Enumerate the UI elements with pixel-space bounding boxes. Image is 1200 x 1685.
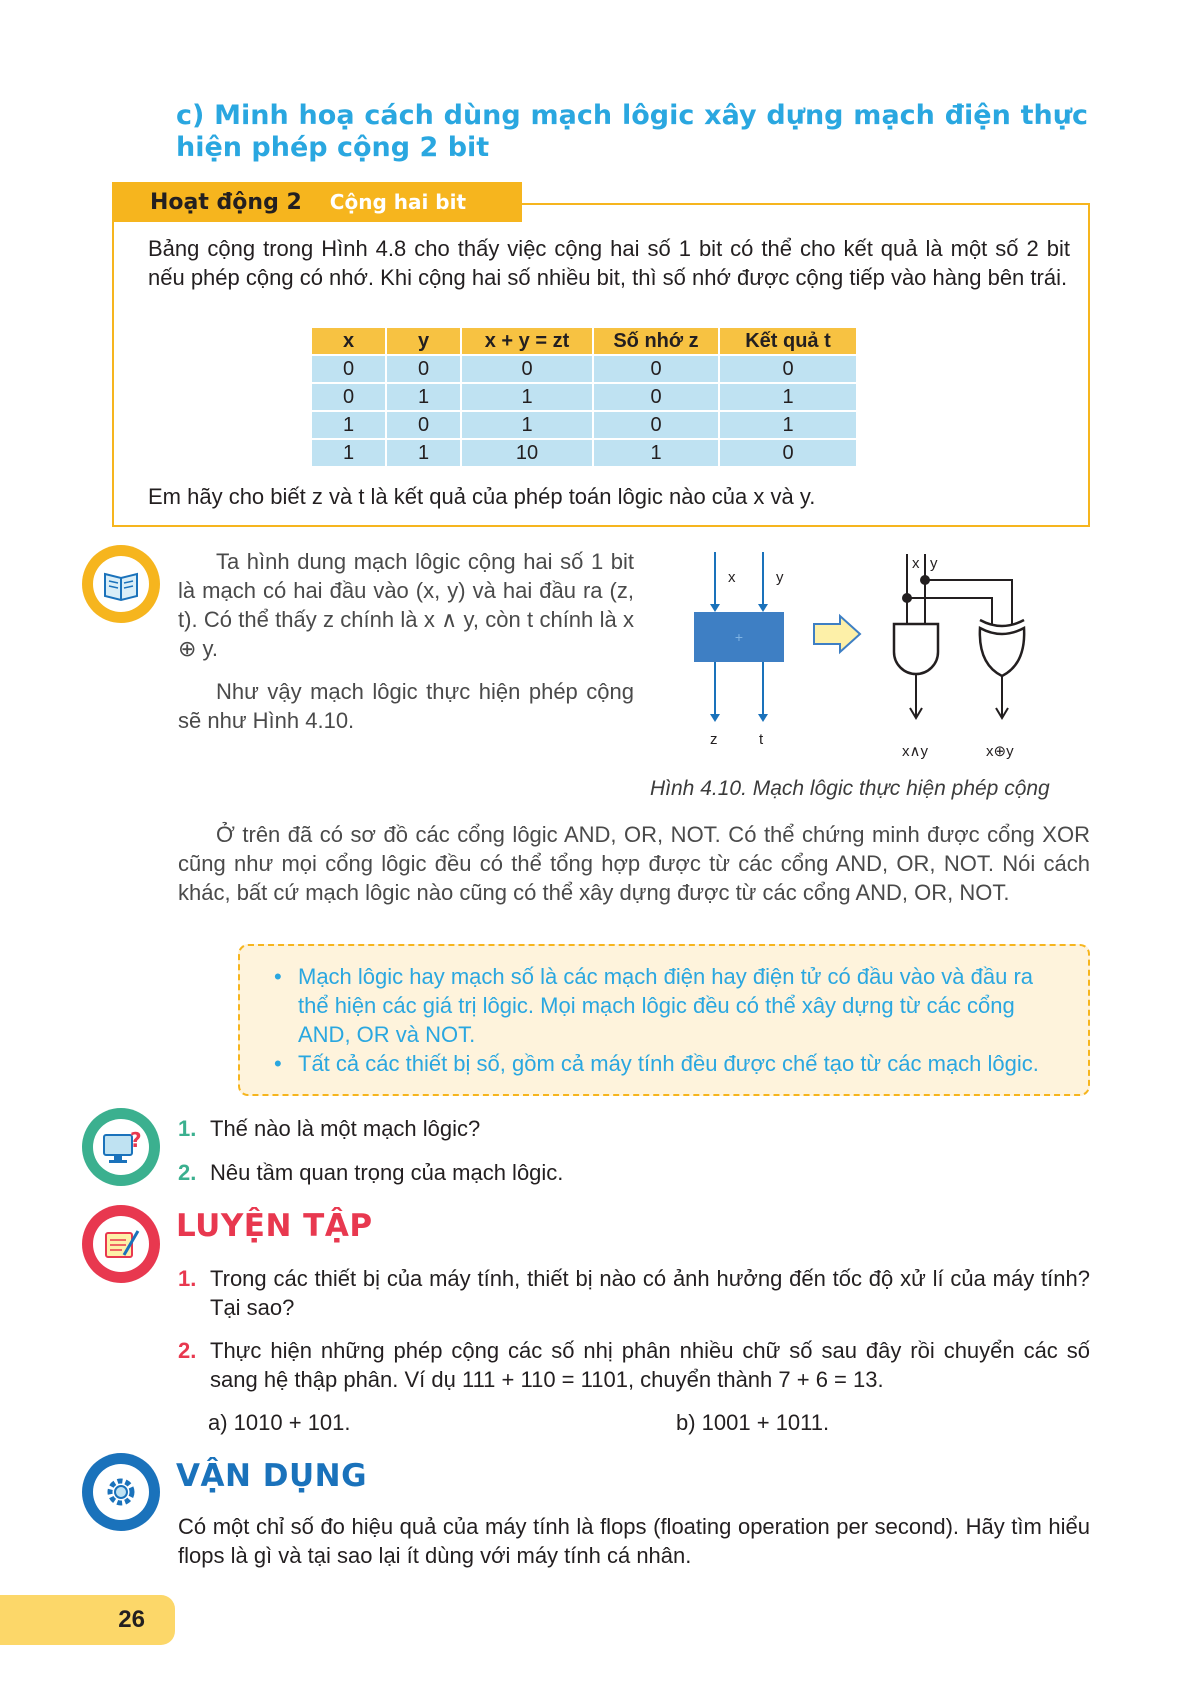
- table-cell: 0: [594, 384, 718, 410]
- summary-item: • Tất cả các thiết bị số, gồm cả máy tính đều được chế tạo từ các mạch lôgic.: [270, 1049, 1064, 1078]
- question-icon-badge: [82, 1108, 160, 1186]
- table-row: [312, 412, 856, 438]
- page-number: 26: [0, 1595, 175, 1645]
- table-cell: 0: [720, 356, 856, 382]
- table-row: [312, 384, 856, 410]
- question-number: 1.: [178, 1116, 197, 1141]
- question-item-2: [178, 1158, 1078, 1187]
- table-header: x: [312, 328, 385, 354]
- practice-text: Trong các thiết bị của máy tính, thiết bị nào có ảnh hưởng đến tốc độ xử lí của máy tính? Tại sao?: [210, 1266, 1090, 1320]
- question-text: Thế nào là một mạch lôgic?: [210, 1116, 481, 1141]
- question-item-1: [178, 1114, 1078, 1143]
- adder-circuit-figure: [680, 548, 1060, 772]
- book-icon: [93, 556, 149, 612]
- apply-text: Có một chỉ số đo hiệu quả của máy tính là flops (floating operation per second). Hãy tìm hiểu flops là gì và tại sao lại ít dùng với máy tính cá nhân.: [178, 1514, 1090, 1568]
- table-cell: 1: [387, 384, 460, 410]
- question-text: Nêu tầm quan trọng của mạch lôgic.: [210, 1160, 564, 1185]
- svg-text:?: ?: [130, 1128, 142, 1152]
- table-cell: 1: [462, 412, 592, 438]
- table-header: y: [387, 328, 460, 354]
- activity-header: [112, 182, 522, 222]
- activity-intro: Bảng cộng trong Hình 4.8 cho thấy việc cộng hai số 1 bit có thể cho kết quả là một số 2 bit nếu phép cộng có nhớ. Khi cộng hai số nhiều bit, thì số nhớ được cộng tiếp vào hàng bên trái.: [148, 236, 1070, 290]
- activity-name: Cộng hai bit: [329, 190, 467, 214]
- table-cell: 0: [720, 440, 856, 466]
- table-header: Kết quả t: [720, 328, 856, 354]
- activity-question: Em hãy cho biết z và t là kết quả của phép toán lôgic nào của x và y.: [148, 484, 816, 509]
- table-cell: 0: [312, 356, 385, 382]
- explanation-paragraph-2: Như vậy mạch lôgic thực hiện phép cộng sẽ như Hình 4.10.: [178, 679, 634, 733]
- xor-output-label: x⊕y: [986, 743, 1014, 760]
- question-number: 2.: [178, 1160, 197, 1185]
- summary-box: [238, 944, 1090, 1096]
- activity-number: Hoạt động 2: [150, 189, 302, 215]
- table-cell: 1: [720, 412, 856, 438]
- table-cell: 0: [594, 412, 718, 438]
- section-title: c) Minh hoạ cách dùng mạch lôgic xây dựng mạch điện thực hiện phép cộng 2 bit: [176, 100, 1088, 163]
- table-cell: 1: [720, 384, 856, 410]
- table-cell: 0: [462, 356, 592, 382]
- gear-icon: [93, 1464, 149, 1520]
- table-row: [312, 356, 856, 382]
- input-y-arrow: [758, 604, 768, 612]
- and-output-label: x∧y: [902, 743, 928, 760]
- table-header: x + y = zt: [462, 328, 592, 354]
- table-header: Số nhớ z: [594, 328, 718, 354]
- table-cell: 1: [312, 440, 385, 466]
- practice-sub-a: a) 1010 + 101.: [208, 1410, 351, 1435]
- input-x-arrow: [710, 604, 720, 612]
- practice-sub-b: b) 1001 + 1011.: [676, 1410, 830, 1435]
- table-header-row: [312, 328, 856, 354]
- table-cell: 1: [462, 384, 592, 410]
- table-cell: 0: [594, 356, 718, 382]
- body-paragraph: Ở trên đã có sơ đồ các cổng lôgic AND, OR, NOT. Có thể chứng minh được cổng XOR cũng như mọi cổng lôgic đều có thể tổng hợp được từ các cổng AND, OR, NOT. Nói cách khác, bất cứ mạch lôgic nào cũng có thể xây dựng được từ các cổng AND, OR, NOT.: [178, 822, 1090, 905]
- table-cell: 1: [312, 412, 385, 438]
- practice-icon-badge: [82, 1205, 160, 1283]
- practice-text: Thực hiện những phép cộng các số nhị phân nhiều chữ số sau đây rồi chuyển các số sang hệ thập phân. Ví dụ 111 + 110 = 1101, chuyển thành 7 + 6 = 13.: [210, 1338, 1090, 1392]
- table-row: [312, 440, 856, 466]
- table-cell: 0: [387, 356, 460, 382]
- transform-arrow-icon: [814, 616, 860, 652]
- label-y: y: [776, 569, 784, 586]
- practice-heading: LUYỆN TẬP: [176, 1208, 373, 1244]
- output-t-arrow: [758, 714, 768, 722]
- practice-item-1: [178, 1264, 1090, 1322]
- summary-item: • Mạch lôgic hay mạch số là các mạch điện hay điện tử có đầu vào và đầu ra thể hiện các giá trị lôgic. Mọi mạch lôgic đều có thể xây dựng từ các cổng AND, OR và NOT.: [270, 962, 1064, 1049]
- table-cell: 0: [387, 412, 460, 438]
- table-cell: 1: [387, 440, 460, 466]
- wire-y-to-xor: [925, 580, 1012, 624]
- output-z-arrow: [710, 714, 720, 722]
- table-cell: 1: [594, 440, 718, 466]
- practice-item-2: [178, 1336, 1090, 1394]
- xor-gate-back-curve: [980, 620, 1024, 626]
- table-cell: 0: [312, 384, 385, 410]
- label-t: t: [759, 731, 764, 748]
- practice-number: 2.: [178, 1338, 197, 1363]
- label-z: z: [710, 731, 718, 748]
- and-gate: [894, 624, 938, 674]
- wire-x-to-xor: [907, 598, 992, 624]
- writing-icon: [93, 1216, 149, 1272]
- xor-gate: [980, 628, 1024, 676]
- gate-label-x: x: [912, 555, 920, 572]
- addition-table: [310, 326, 858, 468]
- computer-question-icon: [93, 1119, 149, 1175]
- label-x: x: [728, 569, 736, 586]
- apply-icon-badge: [82, 1453, 160, 1531]
- adder-plus-label: +: [734, 629, 744, 645]
- figure-caption: Hình 4.10. Mạch lôgic thực hiện phép cộng: [650, 777, 1050, 800]
- book-icon-badge: [82, 545, 160, 623]
- summary-list: [270, 962, 1064, 1078]
- apply-heading: VẬN DỤNG: [176, 1458, 368, 1494]
- table-cell: 10: [462, 440, 592, 466]
- gate-label-y: y: [930, 555, 938, 572]
- explanation-paragraph-1: Ta hình dung mạch lôgic cộng hai số 1 bit là mạch có hai đầu vào (x, y) và hai đầu ra (z, t). Có thể thấy z chính là x ∧ y, còn t chính là x ⊕ y.: [178, 549, 634, 661]
- practice-number: 1.: [178, 1266, 197, 1291]
